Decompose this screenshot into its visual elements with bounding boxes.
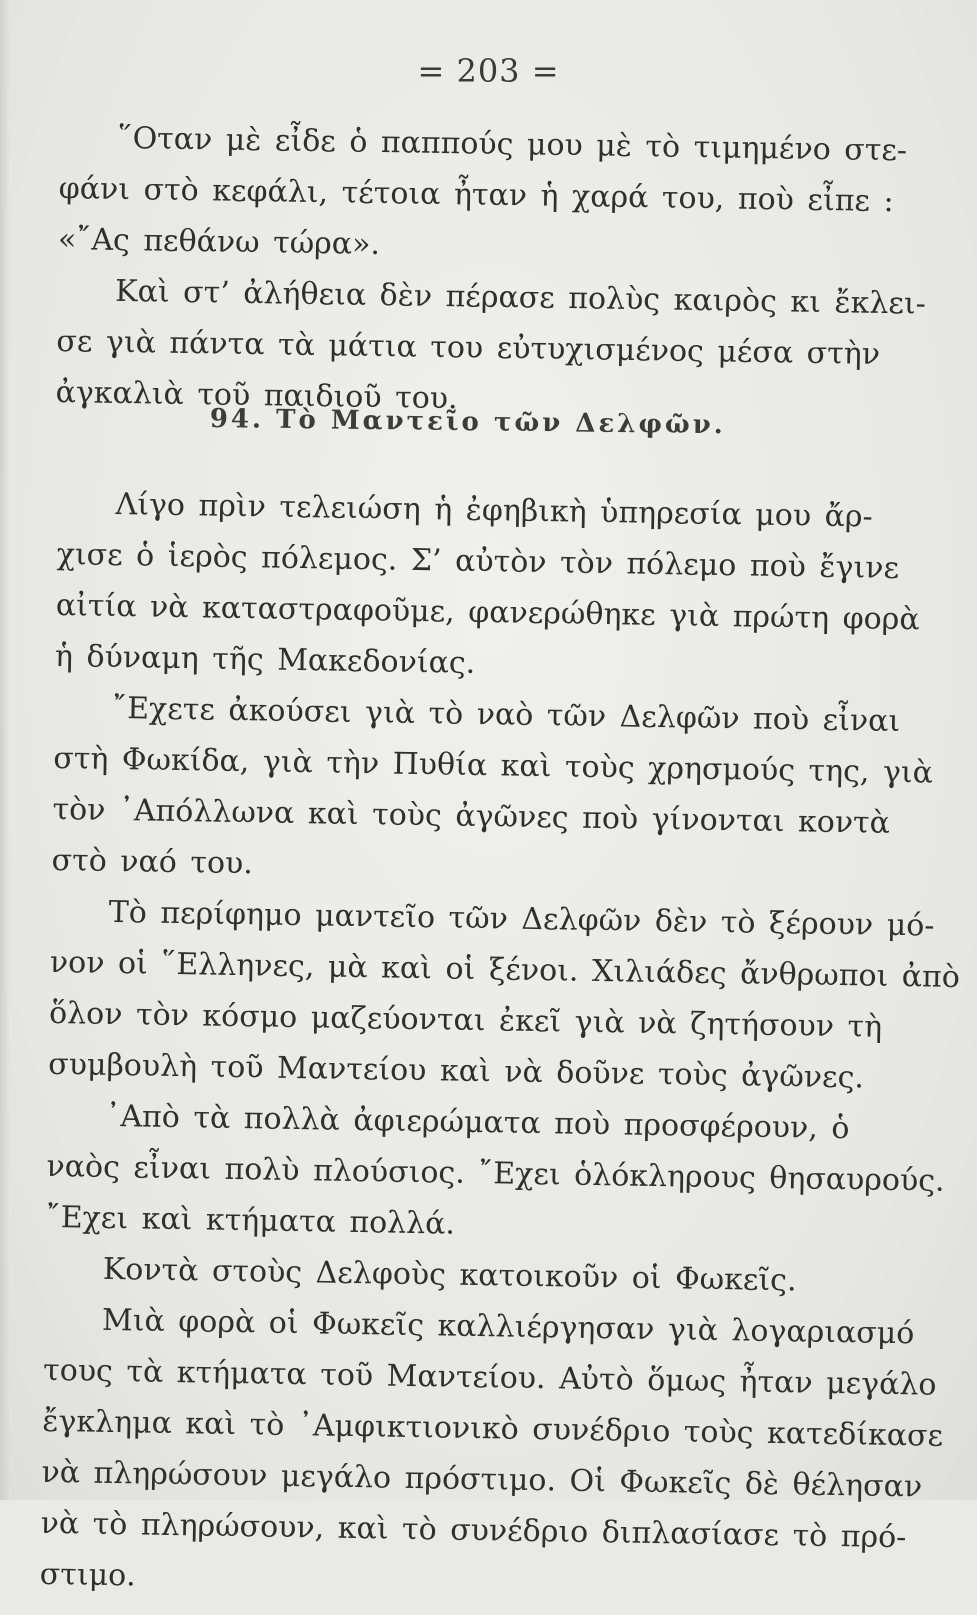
text-line: ὅλον τὸν κόσμο μαζεύονται ἐκεῖ γιὰ νὰ ζητήσουν τὴ xyxy=(48,995,883,1045)
text-line: χισε ὁ ἱερὸς πόλεμος. Σ’ αὐτὸν τὸν πόλεμο ποὺ ἔγινε xyxy=(56,536,900,586)
text-line: αἰτία νὰ καταστραφοῦμε, φανερώθηκε γιὰ πρώτη φορὰ xyxy=(55,587,920,638)
text-line: στὴ Φωκίδα, γιὰ τὴν Πυθία καὶ τοὺς χρησμούς της, γιὰ xyxy=(53,740,934,791)
text-line: Λίγο πρὶν τελειώση ἡ ἐφηβικὴ ὑπηρεσία μου ἄρ- xyxy=(115,486,873,535)
text-line: ῞Οταν μὲ εἶδε ὁ παππούς μου μὲ τὸ τιμημένο στε- xyxy=(117,120,908,169)
text-line: ῎Εχει καὶ κτήματα πολλά. xyxy=(45,1199,456,1242)
text-line: τὸν ᾽Απόλλωνα καὶ τοὺς ἀγῶνες ποὺ γίνονται κοντὰ xyxy=(52,791,891,841)
text-line: Κοντὰ στοὺς Δελφοὺς κατοικοῦν οἱ Φωκεῖς. xyxy=(102,1251,797,1299)
text-line: ἔγκλημα καὶ τὸ ᾽Αμφικτιονικὸ συνέδριο τοὺς κατεδίκασε xyxy=(42,1403,944,1454)
text-line: τους τὰ κτήματα τοῦ Μαντείου. Αὐτὸ ὅμως ἦταν μεγάλο xyxy=(42,1352,937,1403)
text-line: «῎Ας πεθάνω τώρα». xyxy=(57,221,381,263)
text-line: ἀγκαλιὰ τοῦ παιδιοῦ του. xyxy=(55,374,458,417)
text-line: ῎Εχετε ἀκούσει γιὰ τὸ ναὸ τῶν Δελφῶν ποὺ εἶναι xyxy=(111,690,901,739)
text-line: νον οἱ ῞Ελληνες, μὰ καὶ οἱ ξένοι. Χιλιάδες ἄνθρωποι ἀπὸ xyxy=(49,944,961,996)
section-body xyxy=(39,478,967,1615)
text-line: Καὶ στ’ ἀλήθεια δὲν πέρασε πολὺς καιρὸς κι ἔκλει- xyxy=(114,273,927,322)
opening-paragraphs xyxy=(55,112,928,432)
text-line: συμβουλὴ τοῦ Μαντείου καὶ νὰ δοῦνε τοὺς ἀγῶνες. xyxy=(47,1046,865,1096)
text-line: ᾽Απὸ τὰ πολλὰ ἀφιερώματα ποὺ προσφέρουν, ὁ xyxy=(105,1098,850,1147)
section-heading-block xyxy=(210,404,726,440)
text-line: ἡ δύναμη τῆς Μακεδονίας. xyxy=(54,638,476,681)
text-line: σε γιὰ πάντα τὰ μάτια του εὐτυχισμένος μέσα στὴν xyxy=(56,323,881,372)
text-line: ναὸς εἶναι πολὺ πλούσιος. ῎Εχει ὁλόκληρους θησαυρούς. xyxy=(46,1148,945,1199)
section-heading: 94. Τὸ Μαντεῖο τῶν Δελφῶν. xyxy=(209,404,727,441)
page-shadow-edge xyxy=(0,0,10,1500)
page-number: = 203 = xyxy=(417,52,560,90)
text-line: Μιὰ φορὰ οἱ Φωκεῖς καλλιέργησαν γιὰ λογαριασμό xyxy=(101,1302,915,1352)
text-line: φάνι στὸ κεφάλι, τέτοια ἦταν ἡ χαρά του, ποὺ εἶπε : xyxy=(58,170,894,220)
text-line: νὰ πληρώσουν μεγάλο πρόστιμο. Οἱ Φωκεῖς δὲ θέλησαν xyxy=(41,1454,923,1505)
text-line: νὰ τὸ πληρώσουν, καὶ τὸ συνέδριο διπλασίασε τὸ πρό- xyxy=(40,1505,907,1556)
text-line: στὸ ναό του. xyxy=(51,842,254,882)
text-line: Τὸ περίφημο μαντεῖο τῶν Δελφῶν δὲν τὸ ξέρουν μό- xyxy=(108,894,935,944)
text-line: στιμο. xyxy=(39,1556,137,1594)
